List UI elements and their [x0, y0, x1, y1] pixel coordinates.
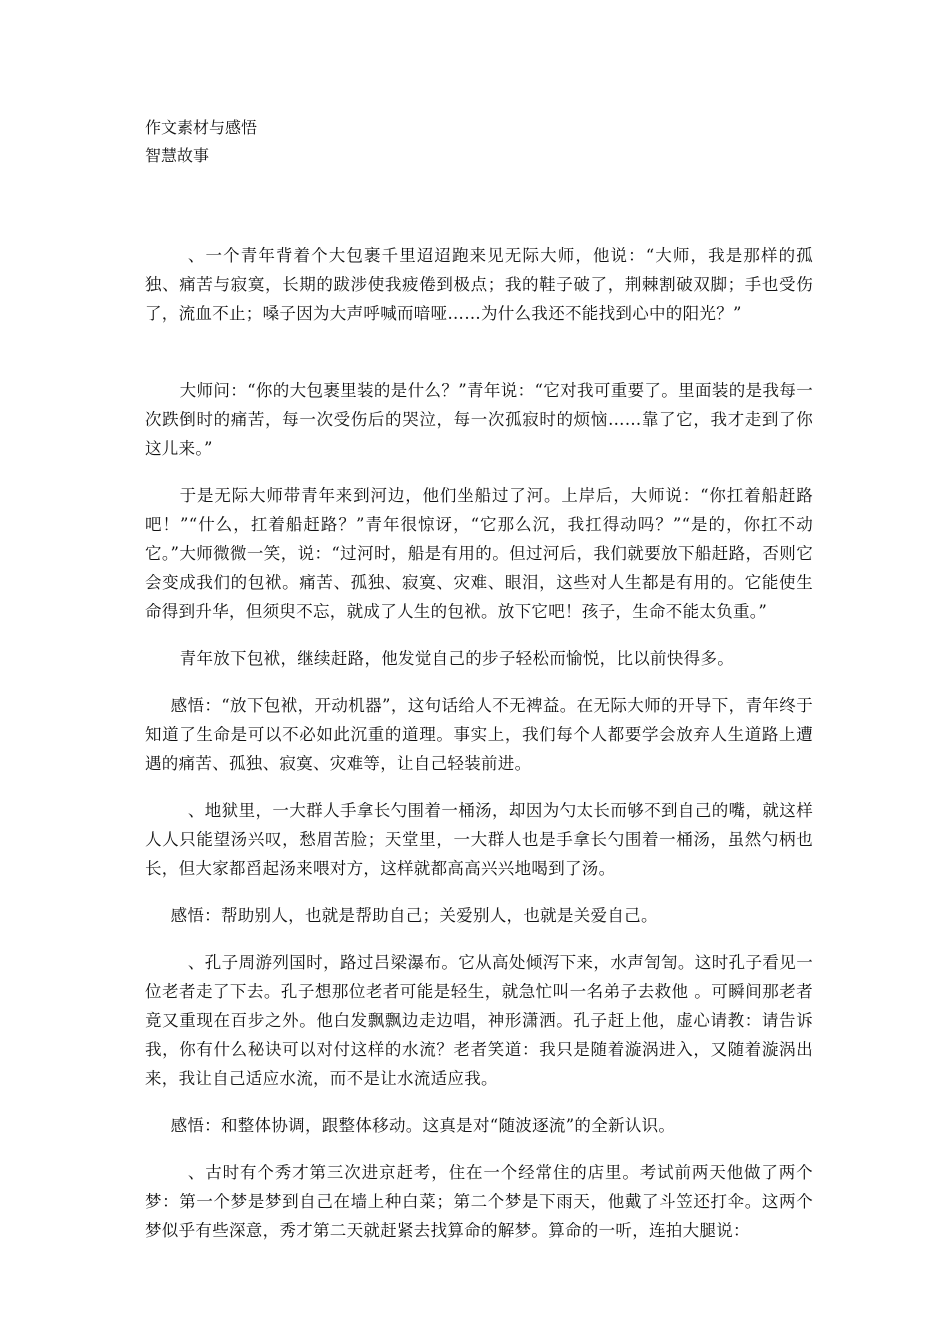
story-1-ending-paragraph: 青年放下包袱，继续赶路，他发觉自己的步子轻松而愉悦，比以前快得多。	[179, 649, 735, 668]
insight-1-paragraph: 感悟：“放下包袱，开动机器”，这句话给人不无裨益。在无际大师的开导下，青年终于知道了生命是可以不必如此沉重的道理。事实上，我们每个人都要学会放弃人生道路上遭遇的痛苦、孤独、寂寞、灾难等，让自己轻装前进。	[145, 696, 813, 773]
story-2-paragraph: 、地狱里，一大群人手拿长勺围着一桶汤，却因为勺太长而够不到自己的嘴，就这样人人只能望汤兴叹，愁眉苦脸；天堂里，一大群人也是手拿长勺围着一桶汤，虽然勺柄也长，但大家都舀起汤来喂对方，这样就都高高兴兴地喝到了汤。	[145, 801, 813, 878]
story-4-paragraph: 、古时有个秀才第三次进京赶考，住在一个经常住的店里。考试前两天他做了两个梦：第一个梦是梦到自己在墙上种白菜；第二个梦是下雨天，他戴了斗笠还打伞。这两个梦似乎有些深意，秀才第二天就赶紧去找算命的解梦。算命的一听，连拍大腿说：	[145, 1163, 813, 1240]
story-3-paragraph: 、孔子周游列国时，路过吕梁瀑布。它从高处倾泻下来，水声訇訇。这时孔子看见一位老者走了下去。孔子想那位老者可能是轻生，就急忙叫一名弟子去救他 。可瞬间那老者竟又重现在百步之外。他白发飘飘边走边唱，神形潇洒。孔子赶上他，虚心请教：请告诉我，你有什么秘诀可以对付这样的水流？老者笑道：我只是随着漩涡进入，又随着漩涡出来，我让自己适应水流，而不是让水流适应我。	[145, 953, 813, 1088]
document-page	[145, 114, 813, 1245]
document-title: 作文素材与感悟	[145, 118, 258, 137]
insight-2-paragraph: 感悟：帮助别人，也就是帮助自己；关爱别人，也就是关爱自己。	[170, 906, 658, 925]
insight-3-paragraph: 感悟：和整体协调，跟整体移动。这真是对“随波逐流”的全新认识。	[170, 1116, 676, 1135]
story-1-paragraph: 、一个青年背着个大包裹千里迢迢跑来见无际大师，他说：“大师，我是那样的孤独、痛苦与寂寞，长期的跋涉使我疲倦到极点；我的鞋子破了，荆棘割破双脚；手也受伤了，流血不止；嗓子因为大声呼喊而喑哑……为什么我还不能找到心中的阳光？”	[145, 246, 813, 323]
story-1-river-paragraph: 于是无际大师带青年来到河边，他们坐船过了河。上岸后，大师说：“你扛着船赶路吧！”“什么，扛着船赶路？”青年很惊讶，“它那么沉，我扛得动吗？”“是的，你扛不动它。”大师微微一笑，说：“过河时，船是有用的。但过河后，我们就要放下船赶路，否则它会变成我们的包袱。痛苦、孤独、寂寞、灾难、眼泪，这些对人生都是有用的。它能使生命得到升华，但须臾不忘，就成了人生的包袱。放下它吧！孩子，生命不能太负重。”	[145, 486, 813, 621]
document-subtitle: 智慧故事	[145, 146, 210, 165]
story-1-dialogue-paragraph: 大师问：“你的大包裹里装的是什么？”青年说：“它对我可重要了。里面装的是我每一次跌倒时的痛苦，每一次受伤后的哭泣，每一次孤寂时的烦恼……靠了它，我才走到了你这儿来。”	[145, 381, 813, 458]
